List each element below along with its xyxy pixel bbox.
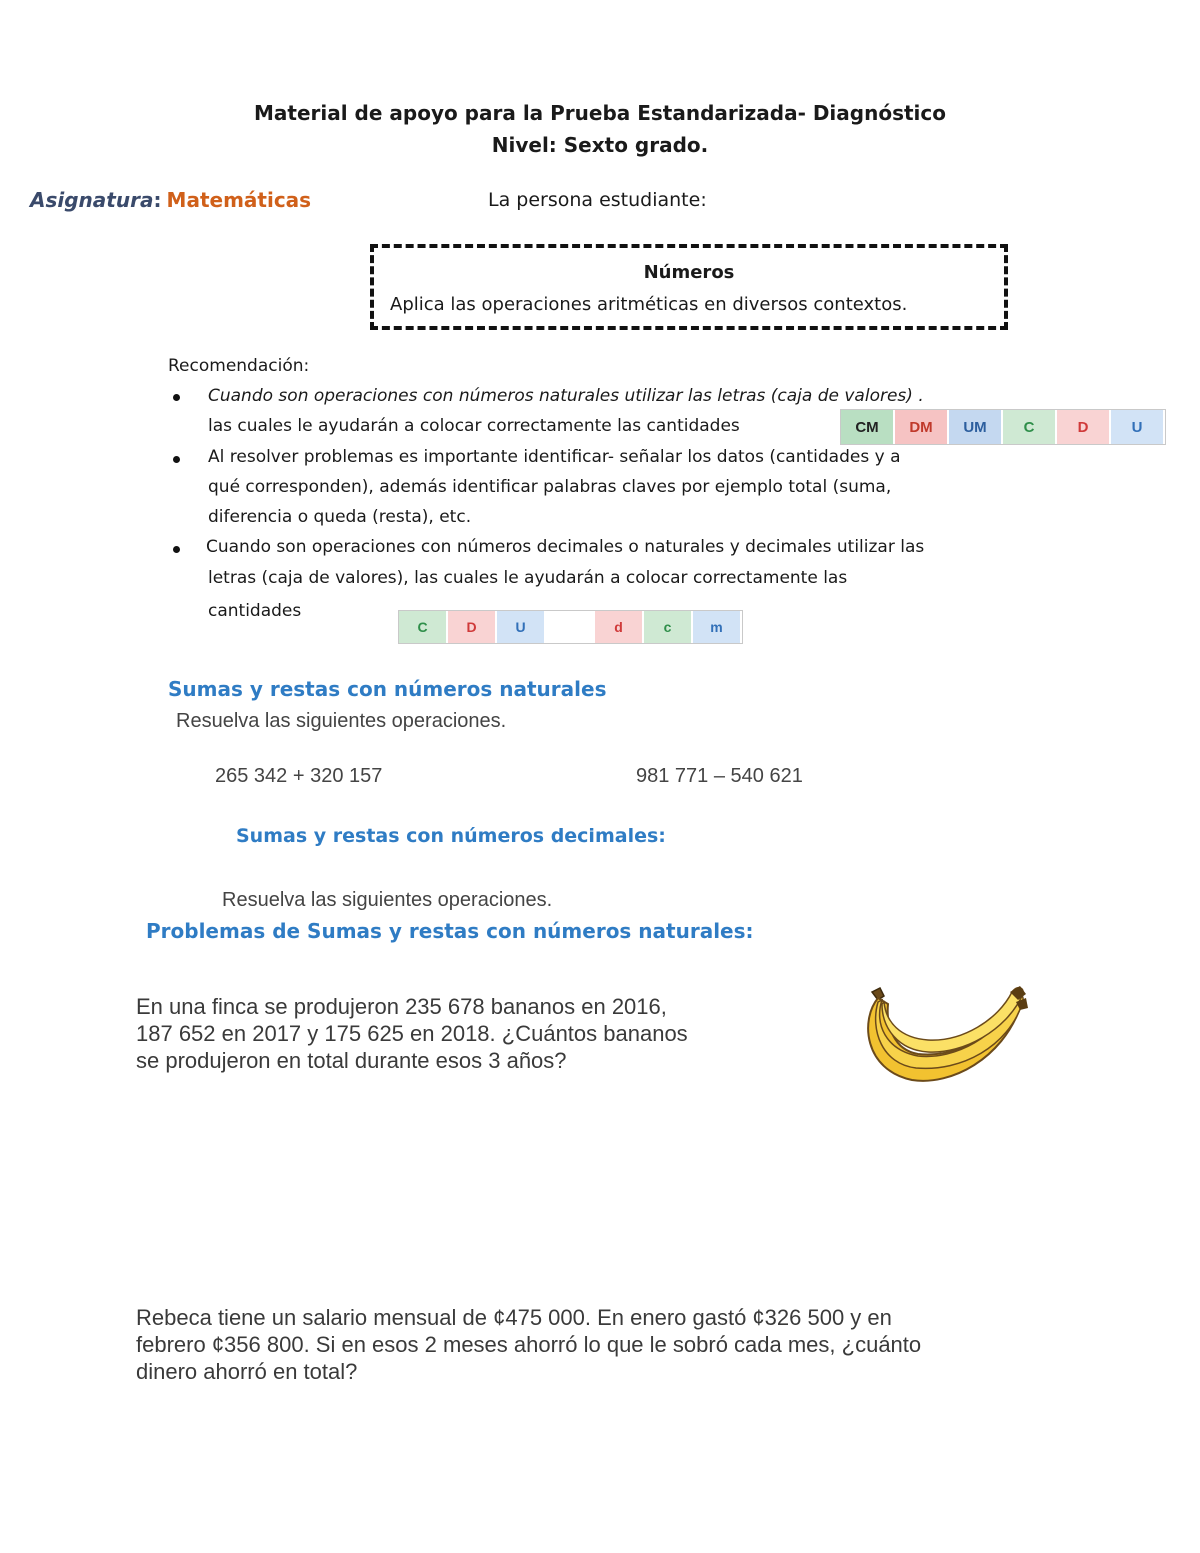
bullet2-line2: qué corresponden), además identificar palabras claves por ejemplo total (suma,	[208, 477, 892, 497]
section-title-natural: Sumas y restas con números naturales	[168, 677, 607, 701]
document-title: Material de apoyo para la Prueba Estandarizada- Diagnóstico	[253, 101, 946, 125]
problem1-line1: En una finca se produjeron 235 678 bananos en 2016,	[136, 994, 667, 1019]
problem2-line3: dinero ahorró en total?	[136, 1359, 358, 1384]
bullet-icon	[173, 546, 180, 553]
banana-icon	[852, 980, 1032, 1090]
bullet-icon	[173, 394, 180, 401]
section-title-problems: Problemas de Sumas y restas con números naturales:	[146, 919, 754, 943]
subject-value: Matemáticas	[166, 188, 312, 212]
bullet2-line1: Al resolver problemas es importante identificar- señalar los datos (cantidades y a	[208, 447, 901, 467]
student-label: La persona estudiante:	[488, 189, 707, 211]
objective-title: Números	[643, 262, 735, 283]
objective-box	[370, 244, 1008, 330]
instruction-decimal: Resuelva las siguientes operaciones.	[222, 889, 553, 911]
recommendation-heading: Recomendación:	[168, 356, 310, 376]
problem2-line1: Rebeca tiene un salario mensual de ¢475 000. En enero gastó ¢326 500 y en	[136, 1305, 892, 1330]
value-box-cell	[546, 611, 595, 643]
value-box-cell: UM	[949, 410, 1003, 444]
bullet3-line1: Cuando son operaciones con números decimales o naturales y decimales utilizar las	[206, 537, 925, 557]
bullet3-line3: cantidades	[208, 601, 302, 621]
grade-level: Nivel: Sexto grado.	[491, 133, 709, 157]
bullet1-line2: las cuales le ayudarán a colocar correctamente las cantidades	[208, 416, 740, 436]
value-box-cell: CM	[841, 410, 895, 444]
operation-subtraction: 981 771 – 540 621	[636, 765, 803, 787]
instruction-natural: Resuelva las siguientes operaciones.	[176, 710, 507, 732]
value-box-cell: C	[1003, 410, 1057, 444]
value-box-cell: C	[399, 611, 448, 643]
value-box-cell: DM	[895, 410, 949, 444]
subject-line	[30, 188, 311, 212]
bullet-icon	[173, 456, 180, 463]
value-box-cell: D	[448, 611, 497, 643]
value-box-cell: U	[1111, 410, 1165, 444]
value-box-cell: m	[693, 611, 742, 643]
value-box-cell: U	[497, 611, 546, 643]
value-box-natural	[840, 409, 1166, 445]
problem1-line2: 187 652 en 2017 y 175 625 en 2018. ¿Cuántos bananos	[136, 1021, 688, 1046]
bullet1-line1: Cuando son operaciones con números naturales utilizar las letras (caja de valores) .	[208, 386, 924, 406]
value-box-decimal	[398, 610, 743, 644]
value-box-cell: c	[644, 611, 693, 643]
value-box-cell: D	[1057, 410, 1111, 444]
value-box-cell: d	[595, 611, 644, 643]
problem2-line2: febrero ¢356 800. Si en esos 2 meses ahorró lo que le sobró cada mes, ¿cuánto	[136, 1332, 922, 1357]
bullet2-line3: diferencia o queda (resta), etc.	[208, 507, 472, 527]
section-title-decimal: Sumas y restas con números decimales:	[236, 825, 666, 847]
subject-label: Asignatura	[30, 188, 154, 212]
objective-text: Aplica las operaciones aritméticas en diversos contextos.	[390, 294, 908, 315]
operation-addition: 265 342 + 320 157	[215, 765, 383, 787]
bullet3-line2: letras (caja de valores), las cuales le ayudarán a colocar correctamente las	[208, 568, 848, 588]
subject-colon: :	[153, 188, 162, 212]
problem1-line3: se produjeron en total durante esos 3 años?	[136, 1048, 567, 1073]
